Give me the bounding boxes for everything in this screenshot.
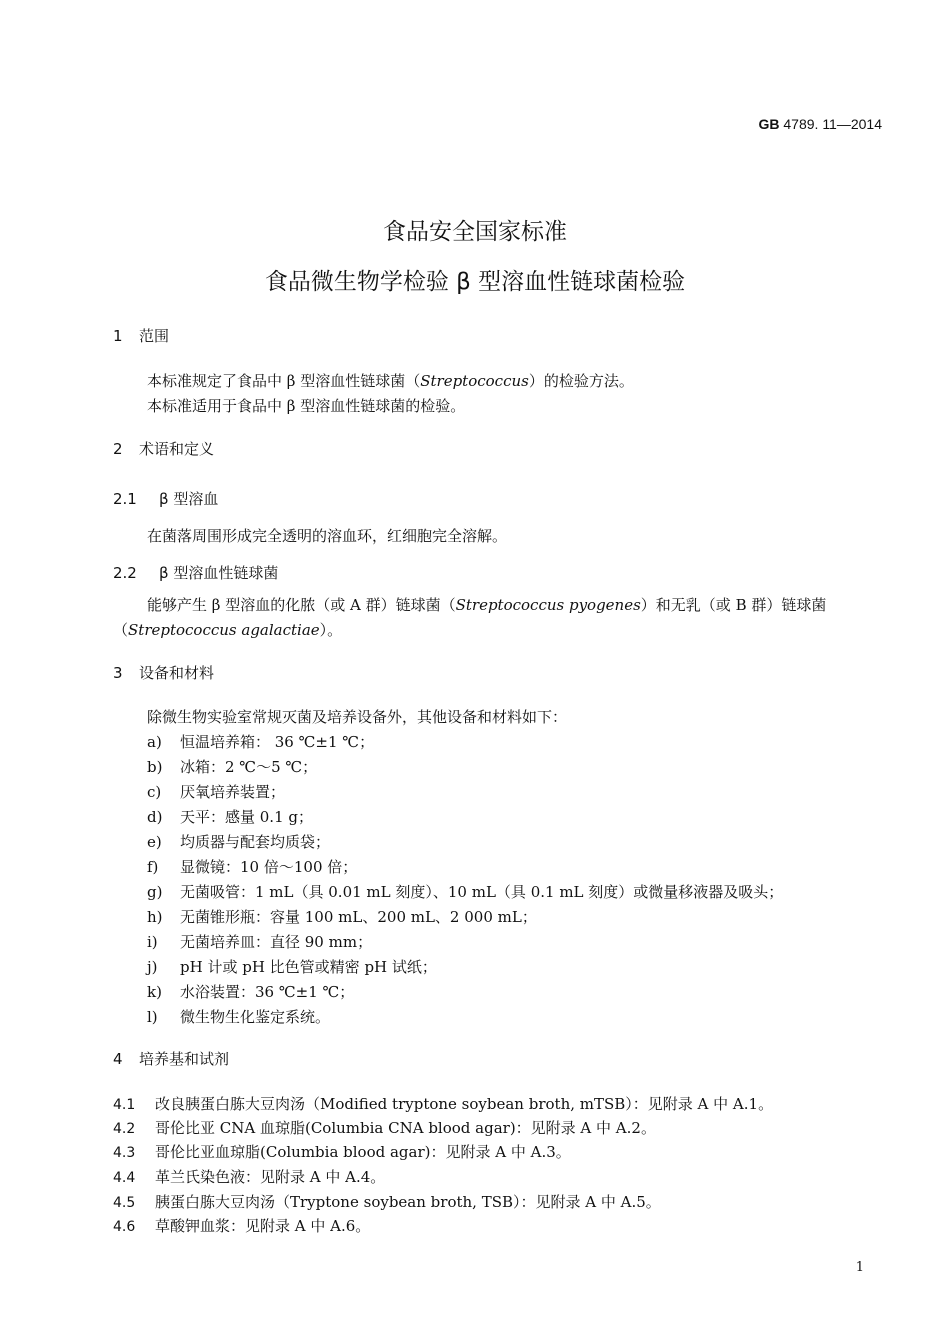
item-text: 无菌锥形瓶：容量 100 mL、200 mL、2 000 mL； [180,908,537,926]
equipment-item [147,731,374,752]
item-number: 4.6 [113,1219,136,1235]
latin-name: Streptococcus pyogenes [455,596,641,614]
item-marker: i) [147,933,158,951]
document-subtitle: 食品微生物学检验 β 型溶血性链球菌检验 [264,269,686,295]
item-number: 4.3 [113,1145,136,1161]
equipment-item [147,806,313,827]
section-number: 3 [113,664,123,682]
section-number: 4 [113,1050,123,1068]
section-title: 范围 [139,327,170,345]
subsection-2-1-text: 在菌落周围形成完全透明的溶血环，红细胞完全溶解。 [147,527,508,545]
item-marker: h) [147,908,163,926]
text-run: 能够产生 β 型溶血的化脓（或 A 群）链球菌（ [147,596,456,614]
section-3-heading [113,662,214,683]
item-number: 4.2 [113,1121,136,1137]
item-marker: a) [147,733,162,751]
equipment-item [147,756,317,777]
item-text: 恒温培养箱： 36 ℃±1 ℃； [180,733,375,751]
reagent-item [113,1093,773,1114]
item-marker: e) [147,833,162,851]
item-text: 哥伦比亚血琼脂(Columbia blood agar)：见附录 A 中 A.3。 [155,1143,571,1161]
section-number: 2 [113,440,123,458]
subsection-number: 2.2 [113,564,137,582]
item-text: 冰箱：2 ℃～5 ℃； [180,758,318,776]
item-marker: j) [147,958,158,976]
subsection-title: β 型溶血性链球菌 [159,564,279,582]
item-text: 天平：感量 0.1 g； [180,808,313,826]
section-number: 1 [113,327,123,345]
page-number: 1 [855,1260,864,1275]
item-number: 4.4 [113,1170,136,1186]
item-number: 4.5 [113,1195,136,1211]
text-run: ）。 [319,621,343,639]
equipment-item [147,956,437,977]
item-text: 厌氧培养装置； [180,783,286,801]
subsection-number: 2.1 [113,490,137,508]
document-title: 食品安全国家标准 [383,219,567,245]
item-marker: k) [147,983,162,1001]
section-1-paragraph-1 [147,370,634,391]
equipment-item [147,856,357,877]
equipment-item [147,906,537,927]
reagent-item [113,1191,661,1212]
section-title: 培养基和试剂 [139,1050,230,1068]
subsection-2-1-heading [113,488,218,509]
latin-name: Streptococcus [420,372,529,390]
standard-code [759,116,883,132]
reagent-item [113,1166,385,1187]
equipment-item [147,831,330,852]
section-title: 术语和定义 [139,440,215,458]
section-1-heading [113,325,169,346]
section-3-intro: 除微生物实验室常规灭菌及培养设备外，其他设备和材料如下： [147,708,568,726]
subsection-2-2-heading [113,562,278,583]
item-number: 4.1 [113,1097,136,1113]
item-text: 显微镜：10 倍～100 倍； [180,858,358,876]
item-text: 哥伦比亚 CNA 血琼脂(Columbia CNA blood agar)：见附录 A 中 A.2。 [155,1119,656,1137]
equipment-item [147,981,354,1002]
section-2-heading [113,438,214,459]
item-marker: l) [147,1008,158,1026]
item-text: 草酸钾血浆：见附录 A 中 A.6。 [155,1217,371,1235]
text-run: 本标准规定了食品中 β 型溶血性链球菌（ [147,372,421,390]
section-title: 设备和材料 [139,664,215,682]
standard-code-prefix: GB [758,116,780,132]
equipment-item [147,931,372,952]
item-text: 水浴装置：36 ℃±1 ℃； [180,983,355,1001]
item-marker: b) [147,758,163,776]
text-run: ）的检验方法。 [528,372,634,390]
section-4-heading [113,1048,229,1069]
text-run: ）和无乳（或 B 群）链球菌（ [113,596,827,639]
item-text: 微生物生化鉴定系统。 [180,1008,331,1026]
section-1-paragraph-2: 本标准适用于食品中 β 型溶血性链球菌的检验。 [147,397,466,415]
item-text: 革兰氏染色液：见附录 A 中 A.4。 [155,1168,386,1186]
item-text: 胰蛋白胨大豆肉汤（Tryptone soybean broth, TSB）：见附录 A 中 A.5。 [155,1193,661,1211]
item-text: 改良胰蛋白胨大豆肉汤（Modified tryptone soybean broth, mTSB）：见附录 A 中 A.1。 [155,1095,774,1113]
equipment-item [147,781,285,802]
equipment-item [147,1006,330,1027]
item-text: 均质器与配套均质袋； [180,833,331,851]
item-marker: d) [147,808,163,826]
standard-code-number: 4789. 11—2014 [779,116,882,132]
subsection-title: β 型溶血 [159,490,219,508]
item-text: 无菌吸管：1 mL（具 0.01 mL 刻度）、10 mL（具 0.1 mL 刻度）或微量移液器及吸头； [180,883,784,901]
reagent-item [113,1141,571,1162]
item-marker: g) [147,883,163,901]
reagent-item [113,1215,370,1236]
latin-name: Streptococcus agalactiae [128,621,320,639]
reagent-item [113,1117,656,1138]
item-text: pH 计或 pH 比色管或精密 pH 试纸； [180,958,437,976]
item-marker: c) [147,783,162,801]
equipment-item [147,881,783,902]
item-marker: f) [147,858,159,876]
item-text: 无菌培养皿：直径 90 mm； [180,933,373,951]
subsection-2-2-text [113,593,853,643]
